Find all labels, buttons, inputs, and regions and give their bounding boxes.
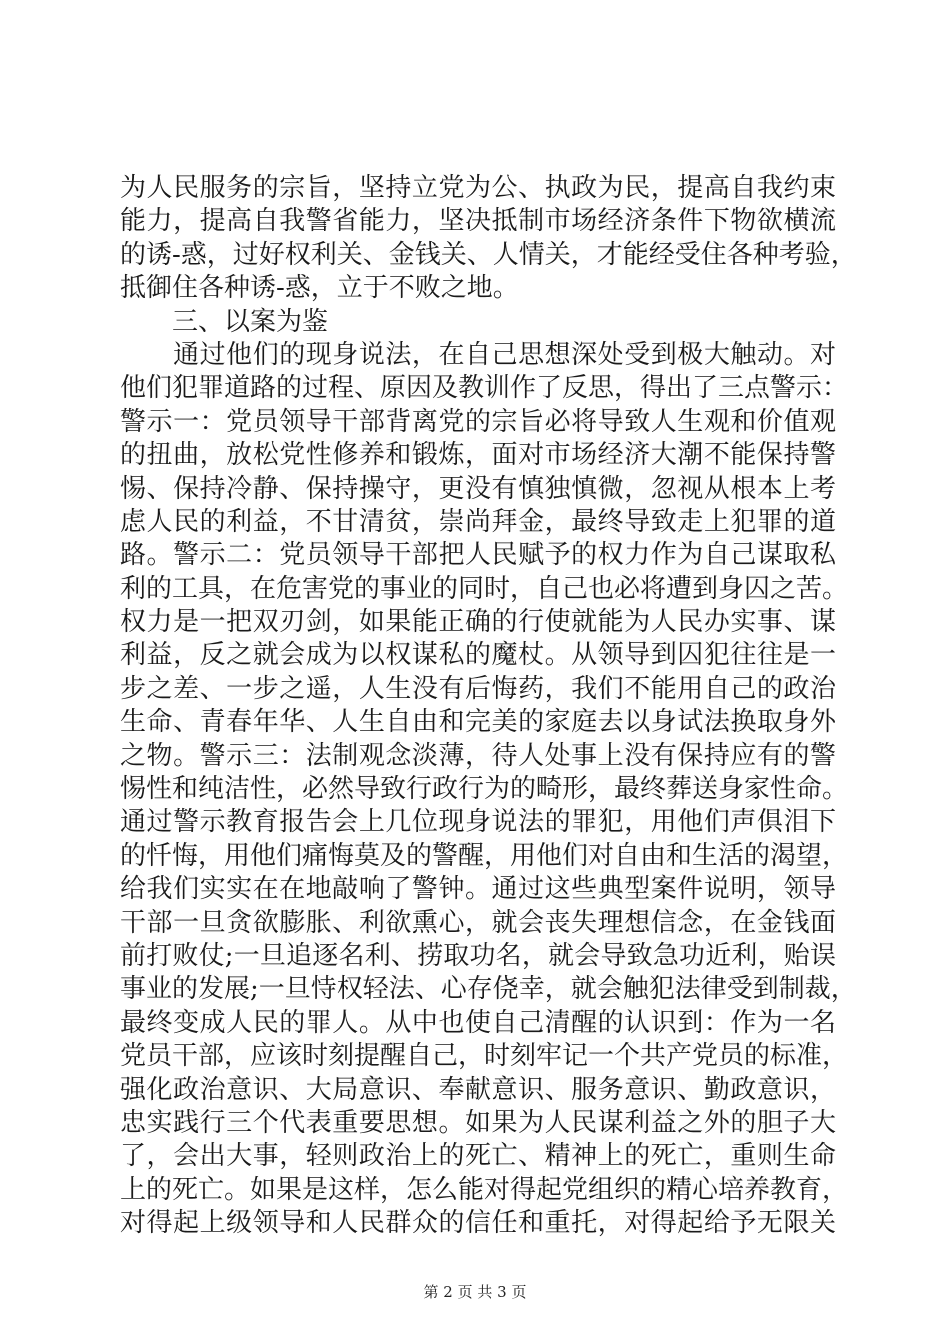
text-line: 能力，提高自我警省能力，坚决抵制市场经济条件下物欲横流 (120, 206, 836, 237)
text-line: 生命、青春年华、人生自由和完美的家庭去以身试法换取身外 (120, 707, 836, 738)
text-line: 通过警示教育报告会上几位现身说法的罪犯，用他们声俱泪下 (120, 807, 836, 838)
text-line: 强化政治意识、大局意识、奉献意识、服务意识、勤政意识， (120, 1074, 836, 1105)
text-line: 利的工具，在危害党的事业的同时，自己也必将遭到身囚之苦。 (120, 573, 849, 604)
text-line: 忠实践行三个代表重要思想。如果为人民谋利益之外的胆子大 (120, 1107, 836, 1138)
text-line: 最终变成人民的罪人。从中也使自己清醒的认识到：作为一名 (120, 1007, 836, 1038)
text-line: 给我们实实在在地敲响了警钟。通过这些典型案件说明，领导 (120, 874, 836, 905)
text-line: 的忏悔，用他们痛悔莫及的警醒，用他们对自由和生活的渴望， (120, 840, 849, 871)
text-line: 惕性和纯洁性，必然导致行政行为的畸形，最终葬送身家性命。 (120, 774, 849, 805)
text-line: 事业的发展;一旦恃权轻法、心存侥幸，就会触犯法律受到制裁， (120, 974, 857, 1005)
text-line: 三、以案为鉴 (120, 306, 329, 337)
text-line: 为人民服务的宗旨，坚持立党为公、执政为民，提高自我约束 (120, 173, 836, 203)
text-line: 党员干部，应该时刻提醒自己，时刻牢记一个共产党员的标准， (120, 1041, 849, 1072)
page-footer: 第 2 页 共 3 页 (423, 1283, 527, 1301)
text-line: 路。警示二：党员领导干部把人民赋予的权力作为自己谋取私 (120, 540, 836, 571)
body-text (120, 172, 857, 1241)
text-line: 虑人民的利益，不甘清贫，崇尚拜金，最终导致走上犯罪的道 (120, 506, 836, 537)
text-line: 的扭曲，放松党性修养和锻炼，面对市场经济大潮不能保持警 (120, 440, 836, 471)
text-line: 的诱-惑，过好权利关、金钱关、人情关，才能经受住各种考验， (120, 239, 857, 270)
text-line: 权力是一把双刃剑，如果能正确的行使就能为人民办实事、谋 (120, 607, 836, 638)
text-line: 上的死亡。如果是这样，怎么能对得起党组织的精心培养教育， (120, 1174, 849, 1205)
text-line: 他们犯罪道路的过程、原因及教训作了反思，得出了三点警示： (120, 373, 849, 404)
text-line: 了，会出大事，轻则政治上的死亡、精神上的死亡，重则生命 (120, 1141, 836, 1172)
text-line: 步之差、一步之遥，人生没有后悔药，我们不能用自己的政治 (120, 673, 836, 704)
text-line: 对得起上级领导和人民群众的信任和重托，对得起给予无限关 (120, 1208, 836, 1239)
text-line: 通过他们的现身说法，在自己思想深处受到极大触动。对 (120, 339, 836, 370)
text-line: 抵御住各种诱-惑，立于不败之地。 (120, 273, 519, 304)
text-line: 惕、保持冷静、保持操守，更没有慎独慎微，忽视从根本上考 (120, 473, 836, 504)
text-line: 之物。警示三：法制观念淡薄，待人处事上没有保持应有的警 (120, 740, 836, 771)
text-line: 警示一：党员领导干部背离党的宗旨必将导致人生观和价值观 (120, 406, 836, 437)
text-line: 利益，反之就会成为以权谋私的魔杖。从领导到囚犯往往是一 (120, 640, 836, 671)
text-line: 干部一旦贪欲膨胀、利欲熏心，就会丧失理想信念，在金钱面 (120, 907, 836, 938)
text-line: 前打败仗;一旦追逐名利、捞取功名，就会导致急功近利，贻误 (120, 940, 836, 971)
